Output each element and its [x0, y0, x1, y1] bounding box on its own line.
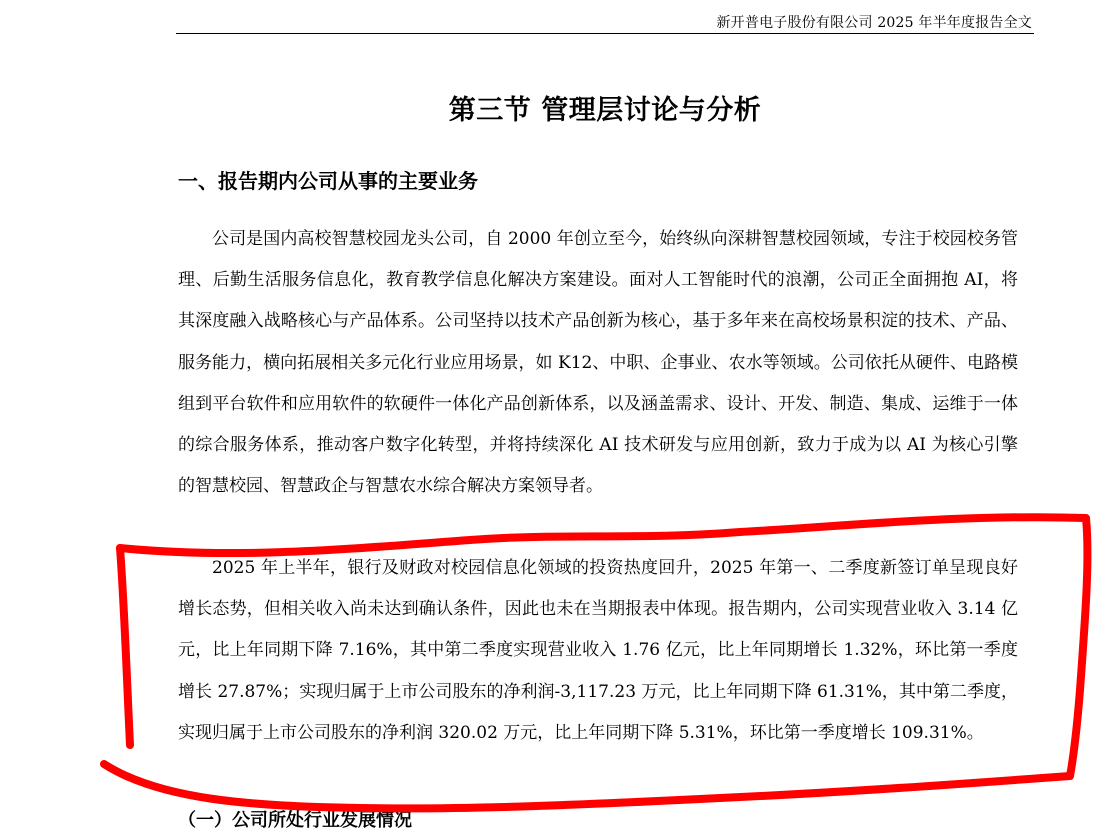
running-title: 新开普电子股份有限公司 2025 年半年度报告全文 [716, 15, 1032, 31]
section-title: 一、报告期内公司从事的主要业务 [178, 169, 478, 193]
next-heading-partial: （一）公司所处行业发展情况 [178, 810, 412, 831]
page-header [176, 8, 1034, 34]
red-freehand-circle-tail [120, 548, 130, 745]
chapter-title: 第三节 管理层讨论与分析 [448, 95, 762, 126]
financial-results-paragraph: 2025 年上半年，银行及财政对校园信息化领域的投资热度回升，2025 年第一、二季度新签订单呈现良好增长态势，但相关收入尚未达到确认条件，因此也未在当期报表中体现。报告期内，公司实现营业收入 3.14 亿元，比上年同期下降 7.16%，其中第二季度实现营业收入 1.76 亿元，比上年同期增长 1.32%，环比第一季度增长 27.87%；实现归属于上市公司股东的净利润-3,117.23 万元，比上年同期下降 61.31%，其中第二季度，实现归属于上市公司股东的净利润 320.02 万元，比上年同期下降 5.31%，环比第一季度增长 109.31%。 [178, 558, 1018, 743]
business-overview-paragraph: 公司是国内高校智慧校园龙头公司，自 2000 年创立至今，始终纵向深耕智慧校园领域，专注于校园校务管理、后勤生活服务信息化，教育教学信息化解决方案建设。面对人工智能时代的浪潮，公司正全面拥抱 AI，将其深度融入战略核心与产品体系。公司坚持以技术产品创新为核心，基于多年来在高校场景积淀的技术、产品、服务能力，横向拓展相关多元化行业应用场景，如 K12、中职、企事业、农水等领域。公司依托从硬件、电路模组到平台软件和应用软件的软硬件一体化产品创新体系，以及涵盖需求、设计、开发、制造、集成、运维于一体的综合服务体系，推动客户数字化转型，并将持续深化 AI 技术研发与应用创新，致力于成为以 AI 为核心引擎的智慧校园、智慧政企与智慧农水综合解决方案领导者。 [178, 229, 1018, 497]
